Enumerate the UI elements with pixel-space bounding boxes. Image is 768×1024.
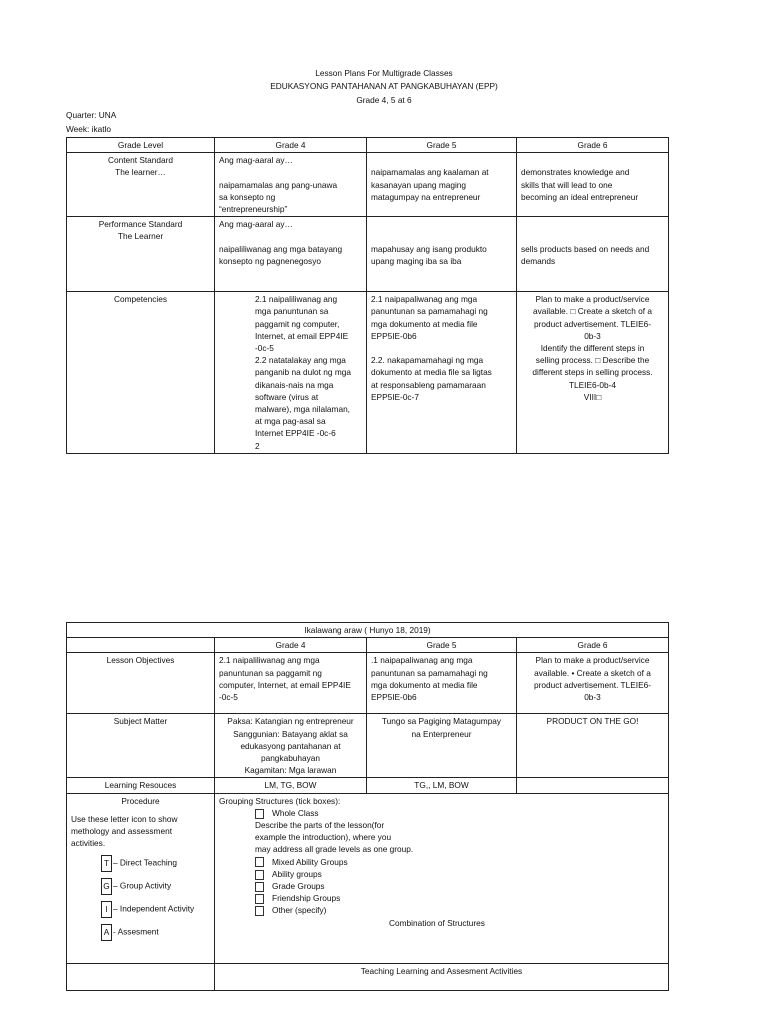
letter-g-icon: G <box>101 878 112 895</box>
checkbox-icon[interactable] <box>255 857 264 867</box>
legend-item-independent-activity: I – Independent Activity <box>101 901 210 918</box>
option-grade-groups[interactable]: Grade Groups <box>219 880 664 892</box>
header-grade-6: Grade 6 <box>517 138 669 153</box>
quarter-label: Quarter: UNA <box>66 110 117 120</box>
checkbox-icon[interactable] <box>255 906 264 916</box>
legend-item-direct-teaching: T – Direct Teaching <box>101 855 210 872</box>
legend-item-assessment: A - Assesment <box>101 924 210 941</box>
document-grades: Grade 4, 5 at 6 <box>356 95 412 105</box>
header2-grade-5: Grade 5 <box>367 638 517 653</box>
letter-i-icon: I <box>101 901 112 918</box>
lesson-objectives-g5: .1 naipapaliwanag ang mga panuntunan sa pamamahagi ng mga dokumento at media file EPP5IE-0b6 <box>367 653 517 714</box>
document-subject: EDUKASYONG PANTAHANAN AT PANGKABUHAYAN (EPP) <box>270 81 498 91</box>
letter-a-icon: A <box>101 924 112 941</box>
legend-intro: Use these letter icon to show methology and assessment activities. <box>71 813 178 849</box>
content-standard-label: Content Standard The learner… <box>67 153 215 217</box>
header-blank <box>67 638 215 653</box>
day-title: Ikalawang araw ( Hunyo 18, 2019) <box>67 623 669 638</box>
letter-t-icon: T <box>101 855 112 872</box>
learning-resources-g5: TG,, LM, BOW <box>367 778 517 793</box>
checkbox-icon[interactable] <box>255 882 264 892</box>
option-ability-groups[interactable]: Ability groups <box>219 868 664 880</box>
checkbox-icon[interactable] <box>255 894 264 904</box>
competencies-g5: 2.1 naipapaliwanag ang mga panuntunan sa pamamahagi ng mga dokumento at media file EPP5IE-0b6 2.2. nakapamamahagi ng mga dokumento at media file sa ligtas at responsableng pamamaraan EPP5IE-0c-7 <box>367 292 517 454</box>
option-friendship-groups[interactable]: Friendship Groups <box>219 892 664 904</box>
subject-matter-g5: Tungo sa Pagiging Matagumpay na Enterpreneur <box>367 714 517 778</box>
competencies-label: Competencies <box>67 292 215 454</box>
performance-standard-g6: sells products based on needs and demands <box>517 217 669 292</box>
option-whole-class[interactable]: Whole Class <box>219 807 664 819</box>
tla-heading: Teaching Learning and Assesment Activities <box>215 963 669 990</box>
subject-matter-label: Subject Matter <box>67 714 215 778</box>
procedure-label: Procedure <box>121 795 160 806</box>
legend-item-group-activity: G – Group Activity <box>101 878 210 895</box>
competencies-g4: 2.1 naipaliliwanag ang mga panuntunan sa paggamit ng computer, Internet, at email EPP4IE -0c-5 2.2 natatalakay ang mga panganib na dulot ng mga dikanais-nais na mga software (virus at malware), mga nilalaman, at mga pag-asal sa Internet EPP4IE -0c-6 2 <box>215 292 367 454</box>
performance-standard-label: Performance Standard The Learner <box>67 217 215 292</box>
option-mixed-ability[interactable]: Mixed Ability Groups <box>219 856 664 868</box>
subject-matter-g4: Paksa: Katangian ng entrepreneur Sanggunian: Batayang aklat sa edukasyong pantahanan at pangkabuhayan Kagamitan: Mga larawan <box>215 714 367 778</box>
tla-blank-cell <box>67 963 215 990</box>
content-standard-g6: demonstrates knowledge and skills that will lead to one becoming an ideal entrepreneur <box>517 153 669 217</box>
header2-grade-4: Grade 4 <box>215 638 367 653</box>
lesson-objectives-g6: Plan to make a product/service available. • Create a sketch of a product advertisement. TLEIE6- 0b-3 <box>517 653 669 714</box>
header-grade-level: Grade Level <box>67 138 215 153</box>
daily-plan-table <box>66 622 669 991</box>
checkbox-icon[interactable] <box>255 870 264 880</box>
option-other[interactable]: Other (specify) <box>219 904 664 916</box>
standards-table <box>66 137 669 454</box>
lesson-objectives-g4: 2.1 naipaliliwanag ang mga panuntunan sa paggamit ng computer, Internet, at email EPP4IE -0c-5 <box>215 653 367 714</box>
learning-resources-g6 <box>517 778 669 793</box>
performance-standard-g4: Ang mag-aaral ay… naipaliliwanag ang mga batayang konsepto ng pagnenegosyo <box>215 217 367 292</box>
describe-instructions: Describe the parts of the lesson(for example the introduction), where you may address all grade levels as one group. <box>255 820 414 855</box>
content-standard-g5: naipamamalas ang kaalaman at kasanayan upang maging matagumpay na entrepreneur <box>367 153 517 217</box>
document-title: Lesson Plans For Multigrade Classes <box>315 68 453 78</box>
lesson-objectives-label: Lesson Objectives <box>67 653 215 714</box>
learning-resources-g4: LM, TG, BOW <box>215 778 367 793</box>
performance-standard-g5: mapahusay ang isang produkto upang maging iba sa iba <box>367 217 517 292</box>
week-label: Week: ikatlo <box>66 124 112 134</box>
content-standard-g4: Ang mag-aaral ay… naipamamalas ang pang-unawa sa konsepto ng “entrepreneurship” <box>215 153 367 217</box>
legend-list <box>71 855 210 941</box>
grouping-title: Grouping Structures (tick boxes): <box>219 795 341 806</box>
procedure-cell <box>67 793 215 963</box>
checkbox-icon[interactable] <box>255 809 264 819</box>
header-grade-5: Grade 5 <box>367 138 517 153</box>
header2-grade-6: Grade 6 <box>517 638 669 653</box>
grouping-structures-cell <box>215 793 669 963</box>
combination-label: Combination of Structures <box>389 917 485 928</box>
learning-resources-label: Learning Resouces <box>67 778 215 793</box>
competencies-g6: Plan to make a product/service available. □ Create a sketch of a product advertisement. TLEIE6- 0b-3 Identify the different steps in selling process. □ Describe the different steps in selling process. TLEIE6-0b-4 VIII□ <box>517 292 669 454</box>
subject-matter-g6: PRODUCT ON THE GO! <box>517 714 669 778</box>
header-grade-4: Grade 4 <box>215 138 367 153</box>
